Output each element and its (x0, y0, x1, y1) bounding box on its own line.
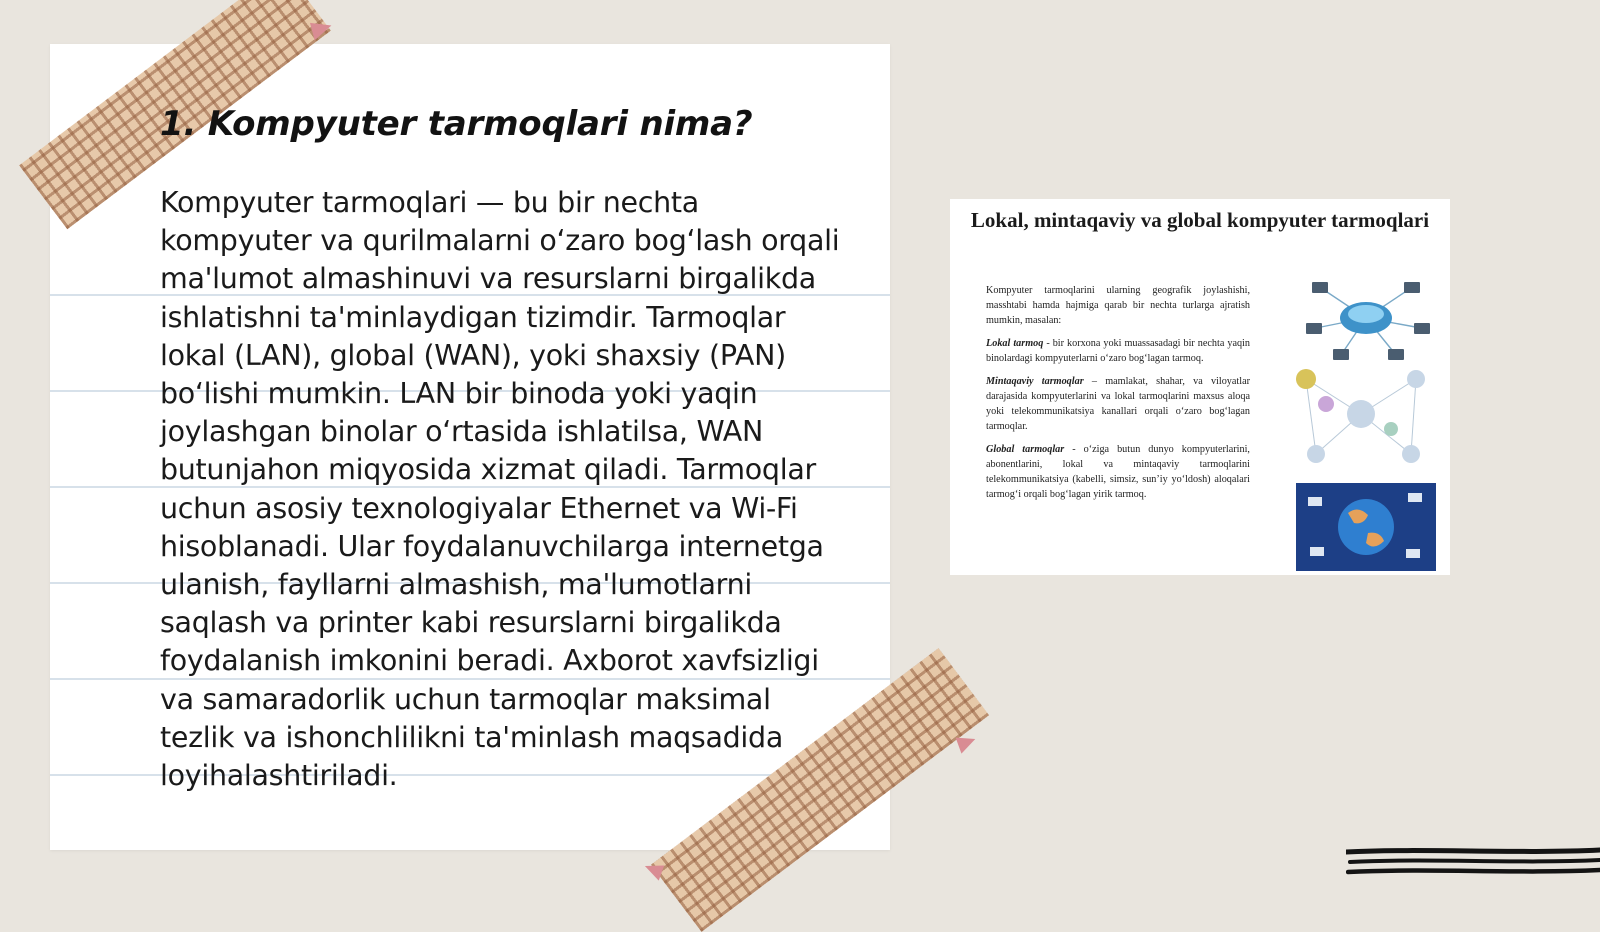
regional-network-illustration (1286, 359, 1436, 474)
brush-stroke-decoration (1346, 846, 1600, 896)
figure-global-term: Global tarmoqlar (986, 444, 1065, 455)
figure-intro: Kompyuter tarmoqlarini ularning geografik joylashishi, masshtabi hamda hajmiga qarab bir nechta turlarga ajratish mumkin, masalan: (986, 285, 1250, 326)
figure-local-term: Lokal tarmoq (986, 338, 1044, 349)
figure-regional-text: – mamlakat, shahar, va viloyatlar darajasida kompyuterlarini va lokal tarmoqlarini maxsus aloqa yoki telekommunikatsiya kanallari orqali o‘zaro bog‘lagan tarmoqlar. (986, 376, 1250, 432)
local-network-illustration (1296, 273, 1436, 363)
figure-global-paragraph (986, 442, 1250, 502)
figure-local-text: - bir korxona yoki muassasadagi bir nechta yaqin binolardagi kompyuterlarni o‘zaro bog‘lagan tarmoq. (986, 338, 1250, 364)
tape-pin-decoration (310, 18, 334, 41)
figure-regional-term: Mintaqaviy tarmoqlar (986, 376, 1084, 387)
slide-body-text: Kompyuter tarmoqlari — bu bir nechta kompyuter va qurilmalarni o‘zaro bog‘lash orqali ma'lumot almashinuvi va resurslarni birgalikda ishlatishni ta'minlaydigan tizimdir. Tarmoqlar lokal (LAN), global (WAN), yoki shaxsiy (PAN) bo‘lishi mumkin. LAN bir binoda yoki yaqin joylashgan binolar o‘rtasida ishlatilsa, WAN butunjahon miqyosida xizmat qiladi. Tarmoqlar uchun asosiy texnologiyalar Ethernet va Wi-Fi hisoblanadi. Ular foydalanuvchilarga internetga ulanish, fayllarni almashish, ma'lumotlarni saqlash va printer kabi resurslarni birgalikda foydalanish imkonini beradi. Axborot xavfsizligi va samaradorlik uchun tarmoqlar maksimal tezlik va ishonchlilikni ta'minlash maqsadida loyihalashtiriladi. (160, 186, 840, 793)
figure-local-paragraph (986, 336, 1250, 366)
figure-title: Lokal, mintaqaviy va global kompyuter tarmoqlari (970, 208, 1430, 232)
global-network-illustration (1296, 483, 1436, 571)
figure-regional-paragraph (986, 374, 1250, 434)
network-types-figure (950, 199, 1450, 575)
figure-text (986, 283, 1250, 510)
figure-global-text: - o‘ziga butun dunyo kompyuterlarini, abonentlarini, lokal va mintaqaviy tarmoqlarini telekommunikatsiya (kabelli, simsiz, sun’iy yo‘ldosh) aloqalari tarmog‘i orqali bog‘lagan yirik tarmoq. (986, 444, 1250, 500)
slide-title: 1. Kompyuter tarmoqlari nima? (160, 104, 753, 144)
